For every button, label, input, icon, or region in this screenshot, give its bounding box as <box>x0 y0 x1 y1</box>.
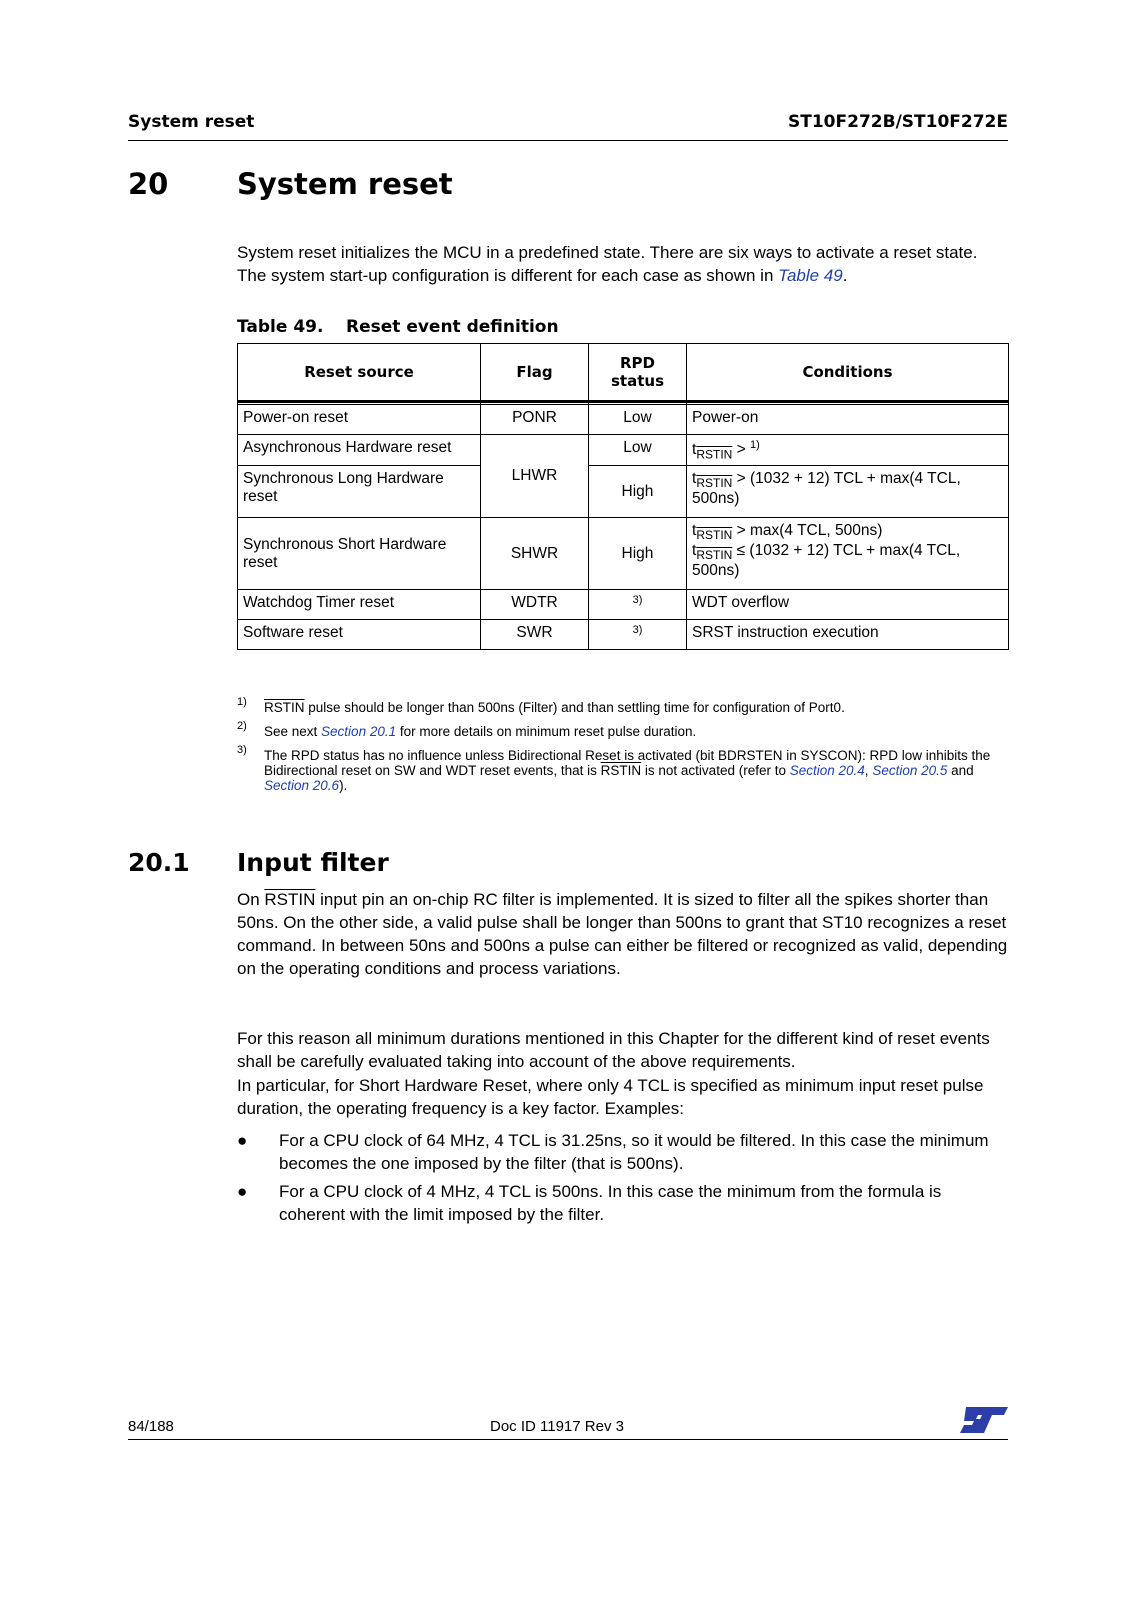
intro-paragraph: System reset initializes the MCU in a predefined state. There are six ways to activate a reset state. The system start-up configuration is different for each case as shown in Table 49. <box>237 243 978 285</box>
header-reset-source: Reset source <box>238 344 481 402</box>
bullet-icon: ● <box>237 1131 248 1150</box>
header-conditions: Conditions <box>687 344 1009 402</box>
chapter-number: 20 <box>128 167 169 201</box>
section-20-5-link[interactable]: Section 20.5 <box>872 763 948 778</box>
section-20-6-link[interactable]: Section 20.6 <box>264 778 340 793</box>
header-rule <box>128 140 1008 141</box>
bullet-icon: ● <box>237 1182 248 1201</box>
table-row: Synchronous Short Hardware reset SHWR High $t_{RSTIN} > \max(4$ TCL, 500ns) $t_{RSTIN} \le (1032 + 12)$ TCL + max(4 TCL, 500ns) <box>238 518 1009 590</box>
running-header-part-number: ST10F272B/ST10F272E <box>788 112 1008 132</box>
chapter-title: System reset <box>237 167 453 201</box>
footnote-1: 1) RSTIN pulse should be longer than 500ns (Filter) and than settling time for configuration of Port0. <box>237 696 845 715</box>
section-title: Input filter <box>237 848 389 877</box>
doc-id: Doc ID 11917 Rev 3 <box>490 1418 624 1435</box>
section-20-4-link[interactable]: Section 20.4 <box>789 763 865 778</box>
table-row: Asynchronous Hardware reset LHWR Low $t_{RSTIN} > ^{1)}$ <box>238 435 1009 466</box>
section-20-1-link[interactable]: Section 20.1 <box>321 724 397 739</box>
footnote-3: 3) The RPD status has no influence unless Bidirectional Reset is activated (bit BDRSTEN in SYSCON): RPD low inhibits the Bidirectional reset on SW and WDT reset events, that is RSTIN is not activated (refer to Section 20.4, Section 20.5 and Section 20.6). <box>237 744 991 793</box>
list-item: ● For a CPU clock of 4 MHz, 4 TCL is 500ns. In this case the minimum from the formula is coherent with the limit imposed by the filter. <box>237 1182 942 1224</box>
table-row: Software reset SWR 3) SRST instruction execution <box>238 620 1009 650</box>
table-row: Watchdog Timer reset WDTR 3) WDT overflow <box>238 590 1009 620</box>
table-row: Power-on reset PONR Low Power-on <box>238 405 1009 435</box>
header-rpd-status: RPD status <box>589 344 687 402</box>
footnote-2: 2) See next Section 20.1 for more details on minimum reset pulse duration. <box>237 720 697 739</box>
section-number: 20.1 <box>128 848 190 877</box>
input-filter-paragraph-1: On RSTIN input pin an on-chip RC filter is implemented. It is sized to filter all the spikes shorter than 50ns. On the other side, a valid pulse shall be longer than 500ns to grant that ST10 recognizes a reset command. In between 50ns and 500ns a pulse can either be filtered or recognized as valid, depending on the operating conditions and process variations. <box>237 890 1008 978</box>
table-header-row <box>238 344 1009 402</box>
examples-list <box>237 1129 1009 1231</box>
page-number: 84/188 <box>128 1418 174 1435</box>
table-footnotes <box>237 696 1009 802</box>
table-caption: Table 49. Reset event definition <box>237 317 559 337</box>
table-row: Synchronous Long Hardware reset High $t_{RSTIN} > (1032 + 12)$ TCL + max(4 TCL, 500ns) <box>238 466 1009 518</box>
running-header-title: System reset <box>128 112 255 132</box>
header-flag: Flag <box>481 344 589 402</box>
table-49-link[interactable]: Table 49 <box>778 266 843 285</box>
input-filter-paragraph-3: In particular, for Short Hardware Reset, where only 4 TCL is specified as minimum input reset pulse duration, the operating frequency is a key factor. Examples: <box>237 1076 984 1118</box>
reset-event-table <box>237 343 1009 650</box>
st-logo-icon <box>958 1405 1010 1440</box>
list-item: ● For a CPU clock of 64 MHz, 4 TCL is 31.25ns, so it would be filtered. In this case the minimum becomes the one imposed by the filter (that is 500ns). <box>237 1131 989 1173</box>
input-filter-paragraph-2: For this reason all minimum durations mentioned in this Chapter for the different kind of reset events shall be carefully evaluated taking into account of the above requirements. <box>237 1029 990 1071</box>
footer-rule <box>128 1439 1008 1440</box>
